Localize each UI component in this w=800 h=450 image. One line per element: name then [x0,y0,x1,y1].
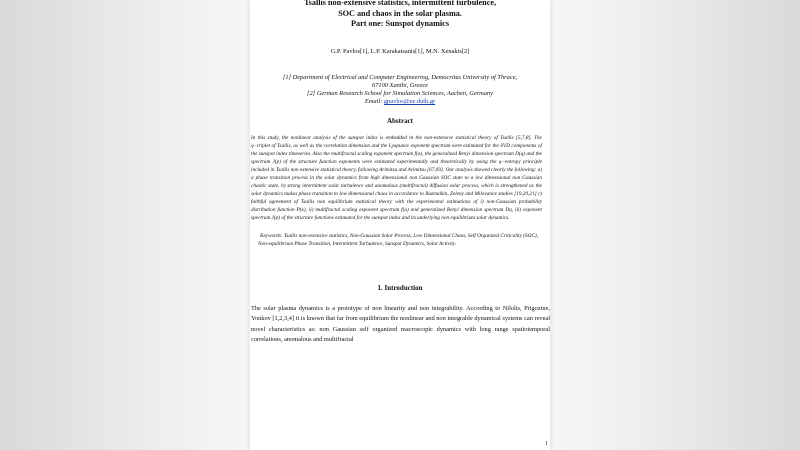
abstract-heading: Abstract [386,116,414,125]
keywords-paragraph: Keywords: Tsallis non-extensive statistics, Non-Gaussian Solar Process, Low Dimensional Chaos, Self Organized Criticality (SOC), Non-equilibrium Phase Transition, Intermittent Turbulence, Sunspot Dynamics, Solar Activity. [258,233,538,248]
email-link[interactable]: gpavlos@ee.duth.gr [383,98,436,106]
abstract-paragraph: In this study, the nonlinear analysis of the sunspot index is embedded in the non-extensive statistical theory of Tsallis [5,7,8]. The q−triplet of Tsallis, as well as the correlation dimension and the Lyapunov exponent spectrum were estimated for the SVD components of the sunspot index timeseries. Also the multifractal scaling exponent spectrum f(a), the generalized Renyi dimension spectrum D(q) and the spectrum J(p) of the structure function exponents were estimated experimentally and theoretically by using the q−entropy principle included in Tsallis non extensive statistical theory, following Arimitsu and Arimitsu [67,69]. Our analysis showed clearly the following: a) a phase transition process in the solar dynamics from high dimensional non Gaussian SOC state to a low dimensional non Gaussian chaotic state, b) strong intermittent solar turbulence and anomalous (multifractal) diffusion solar process, which is strengthened as the solar dynamics makes phase transition to low dimensional chaos in accordance to Ruzmaikin, Zeleny and Milovanov studies [19,20,21] c) faithful agreement of Tsallis non equilibrium statistical theory with the experimental estimations of i) non-Gaussian probability distribution function P(x), ii) multifractal scaling exponent spectrum f(a) and generalized Renyi dimension spectrum Dq, iii) exponent spectrum J(p) of the structure functions estimated for the sunspot index and its underlying non equilibrium solar dynamics. [251,134,543,222]
page-number: 1 [545,441,548,447]
affiliation-line-3: [2] German Research School for Simulation Sciences, Aachen, Germany [306,90,493,98]
email-label: Email: [364,98,383,106]
email-line [250,98,550,106]
author-list: G.P. Pavlos[1], L.P. Karakatsanis[1], M.N. Xenakis[2] [330,47,470,55]
introduction-heading: 1. Introduction [377,283,423,292]
title-line-2: SOC and chaos in the solar plasma. [338,8,462,18]
viewer-background-left [0,0,250,450]
affiliation-line-2: 67100 Xanthi, Greece [371,81,429,89]
viewer-background-right [550,0,800,450]
title-line-3: Part one: Sunspot dynamics [350,19,450,29]
paper-title [250,0,550,30]
introduction-paragraph: The solar plasma dynamics is a prototype of non linearity and non integrability. According to Nilolis, Prigozine, Yonkov [1,2,3,4] it is known that far from equilibrium the nonlinear and non integrable dynamical systems can reveal novel characteristics as: non Gaussian self organized macroscopic dynamics with long range spatiotemporal correlations, anomalous and multifractal [251,304,550,344]
affiliations [250,74,550,107]
document-page [250,0,550,450]
affiliation-line-1: [1] Department of Electrical and Computer Engineering, Democritus University of Thrace, [282,73,518,81]
title-line-1: Tsallis non-extensive statistics, intermittent turbulence, [303,0,497,7]
